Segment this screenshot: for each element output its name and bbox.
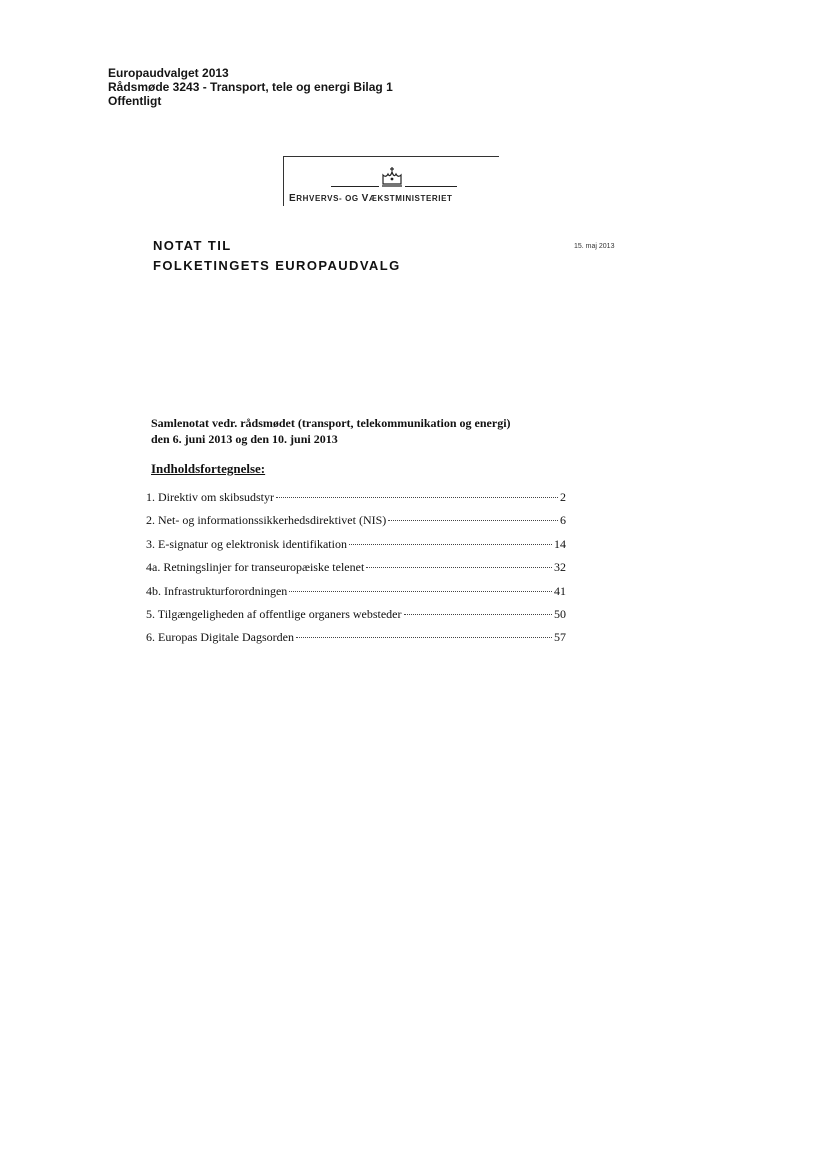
toc-leader [366, 567, 552, 568]
toc-item-label: 4b. Infrastrukturforordningen [146, 583, 288, 598]
toc-item-page: 6 [560, 513, 566, 528]
toc-item[interactable] [146, 537, 566, 560]
document-title [151, 415, 581, 447]
memo-heading-line2: FOLKETINGETS EUROPAUDVALG [153, 258, 401, 273]
toc-item-label: 2. Net- og informationssikkerhedsdirektivet (NIS) [146, 513, 387, 528]
logo-line-left [331, 186, 379, 187]
document-title-line2: den 6. juni 2013 og den 10. juni 2013 [151, 432, 338, 446]
toc-item-page: 57 [554, 630, 566, 645]
document-stamp [108, 66, 393, 108]
crown-icon [379, 166, 405, 190]
toc-item-label: 1. Direktiv om skibsudstyr [146, 490, 274, 504]
toc-item-page: 32 [554, 560, 566, 575]
document-title-line1: Samlenotat vedr. rådsmødet (transport, telekommunikation og energi) [151, 416, 511, 430]
toc-leader [289, 591, 552, 592]
toc-item-page: 2 [560, 490, 566, 504]
toc-item[interactable] [146, 490, 566, 513]
memo-date: 15. maj 2013 [574, 243, 615, 250]
toc-item-label: 6. Europas Digitale Dagsorden [146, 630, 294, 645]
logo-line-right [405, 186, 457, 187]
stamp-line-status: Offentligt [108, 94, 162, 108]
stamp-line-committee: Europaudvalget 2013 [108, 66, 229, 80]
toc-leader [388, 520, 558, 521]
memo-heading [153, 236, 401, 276]
ministry-logo [283, 156, 499, 206]
stamp-line-meeting: Rådsmøde 3243 - Transport, tele og energi Bilag 1 [108, 80, 393, 94]
toc-heading: Indholdsfortegnelse: [151, 461, 266, 476]
toc-item-label: 5. Tilgængeligheden af offentlige organers websteder [146, 606, 402, 621]
toc-leader [349, 544, 552, 545]
toc-item[interactable] [146, 607, 566, 630]
toc-item[interactable] [146, 560, 566, 583]
toc-item-page: 41 [554, 583, 566, 598]
toc-item-page: 50 [554, 606, 566, 621]
toc-leader [276, 497, 558, 498]
toc-item-label: 4a. Retningslinjer for transeuropæiske telenet [146, 560, 365, 575]
toc-item[interactable] [146, 513, 566, 536]
logo-top-rule [283, 156, 499, 157]
logo-left-rule [283, 156, 284, 206]
toc-leader [296, 637, 552, 638]
toc-item-page: 14 [554, 536, 566, 551]
toc-leader [404, 614, 552, 615]
toc-item-label: 3. E-signatur og elektronisk identifikation [146, 536, 347, 551]
ministry-name: ERHVERVS- OG VÆKSTMINISTERIET [289, 193, 453, 204]
table-of-contents [146, 490, 566, 654]
toc-item[interactable] [146, 584, 566, 607]
memo-heading-line1: NOTAT TIL [153, 238, 232, 253]
toc-item[interactable] [146, 630, 566, 653]
